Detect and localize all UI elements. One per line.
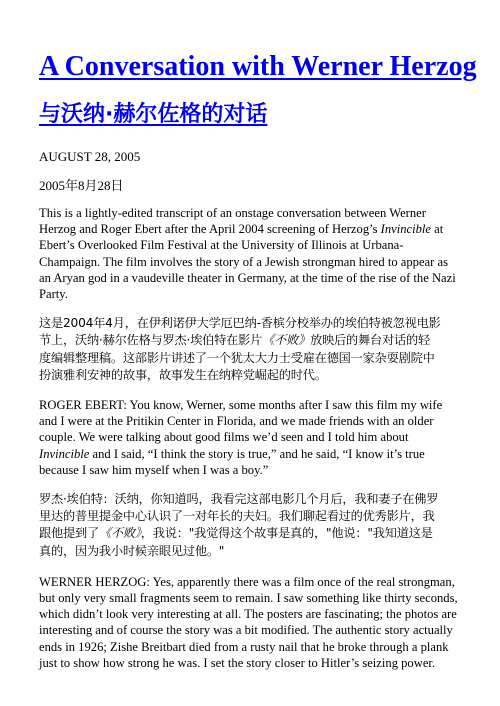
article (39, 50, 477, 671)
intro-paragraph-chinese: 这是2004年4月，在伊利诺伊大学厄巴纳-香槟分校举办的埃伯特被忽视电影 节上，沃纳·赫尔佐格与罗杰·埃伯特在影片《不败》放映后的舞台对话的轻 度编辑整理稿。这部影片讲述了一个犹太大力士受雇在德国一家杂耍剧院中 扮演雅利安神的故事，故事发生在纳粹党崛起的时代。 (39, 316, 441, 382)
film-title-chinese: 《不败》 (262, 333, 311, 348)
film-title: Invincible (380, 222, 432, 237)
publish-date-chinese: 2005年8月28日 (39, 178, 124, 193)
film-title: Invincible (39, 446, 90, 461)
intro-paragraph: This is a lightly-edited transcript of an onstage conversation between Werner Herzog and Roger Ebert after the April 2004 screening of Herzog’s Invincible at Ebert’s Overlooked Film Festival at the University of Illinois at Urbana- Champaign. The film involves the story of a Jewish strongman hired to appear as an Aryan god in a vaudeville theater in Germany, at the time of the rise of the Nazi Party. (39, 206, 456, 302)
ebert-paragraph: ROGER EBERT: You know, Werner, some months after I saw this film my wife and I were at the Pritikin Center in Florida, and we made friends with an older couple. We were talking about good films we’d seen and I told him about Invincible and I said, “I think the story is true,” and he said, “I know it’s true because I saw him myself when I was a boy.” (39, 398, 443, 477)
publish-date: AUGUST 28, 2005 (39, 149, 141, 164)
article-title-link[interactable]: A Conversation with Werner Herzog (39, 51, 477, 82)
herzog-paragraph: WERNER HERZOG: Yes, apparently there was a film once of the real strongman, but only very small fragments seem to remain. I saw something like thirty seconds, which didn’t look very interesting at all. The posters are fascinating; the photos are interesting and of course the story was a bit modified. The authentic story actually ends in 1926; Zishe Breitbart died from a rusty nail that he broke through a plank just to show how strong he was. I set the story closer to Hitler’s seizing power. (39, 574, 458, 670)
ebert-paragraph-chinese: 罗杰·埃伯特：沃纳，你知道吗，我看完这部电影几个月后，我和妻子在佛罗 里达的普里提金中心认识了一对年长的夫妇。我们聊起看过的优秀影片，我 跟他提到了《不败》，我说："我觉得这个故事是真的，"他说："我知道这是 真的，因为我小时候亲眼见过他。" (39, 492, 439, 558)
film-title-chinese: 《不败》 (98, 526, 141, 541)
article-title-chinese-link[interactable]: 与沃纳·赫尔佐格的对话 (39, 102, 268, 127)
